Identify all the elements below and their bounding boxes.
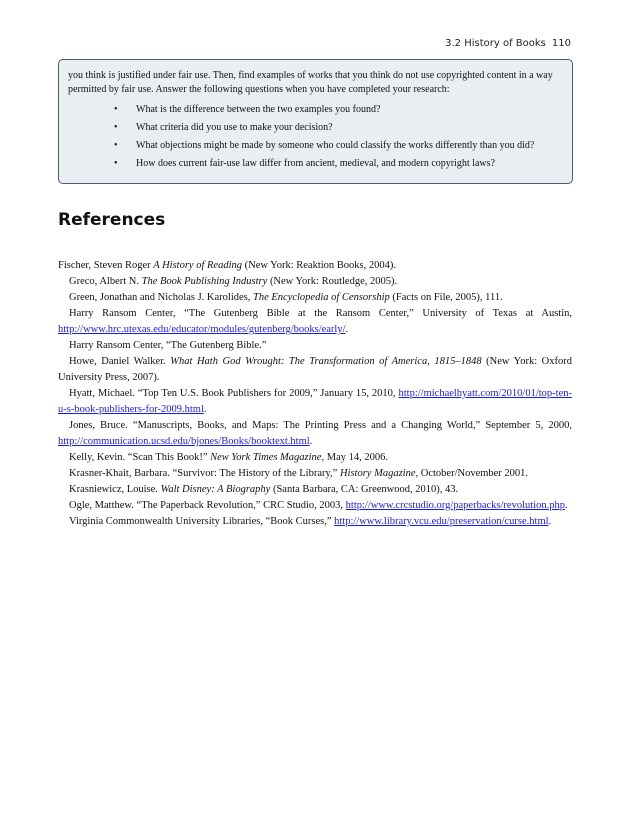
bullet-icon: •: [114, 122, 118, 133]
reference-text: Virginia Commonwealth University Libraries, “Book Curses,”: [69, 516, 335, 527]
reference-text: Howe, Daniel Walker.: [69, 356, 171, 367]
question-text: What is the difference between the two examples you found?: [136, 104, 381, 115]
reference-text: (Santa Barbara, CA: Greenwood, 2010), 43.: [270, 484, 459, 495]
reference-text: Krasner-Khait, Barbara. “Survivor: The History of the Library,”: [69, 468, 340, 479]
reference-title: New York Times Magazine: [210, 452, 322, 463]
exercise-box: [58, 59, 573, 184]
reference-entry: [58, 450, 572, 466]
reference-link[interactable]: http://communication.ucsd.edu/bjones/Books/booktext.html: [58, 436, 310, 447]
reference-text: .: [345, 324, 349, 335]
question-text: How does current fair-use law differ from ancient, medieval, and modern copyright laws?: [136, 158, 495, 169]
reference-entry: [58, 258, 572, 274]
question-item: [68, 139, 564, 153]
reference-text: (New York: Oxford University Press, 2007).: [58, 356, 572, 383]
reference-title: What Hath God Wrought: The Transformation of America, 1815–1848: [170, 356, 482, 367]
reference-text: Kelly, Kevin. “Scan This Book!”: [69, 452, 211, 463]
reference-text: Harry Ransom Center, “The Gutenberg Bible.”: [69, 340, 267, 351]
question-list: [68, 103, 564, 171]
reference-link[interactable]: http://www.library.vcu.edu/preservation/curse.html: [334, 516, 549, 527]
reference-title: Walt Disney: A Biography: [160, 484, 271, 495]
reference-entry: [58, 354, 572, 386]
reference-text: Greco, Albert N.: [69, 276, 142, 287]
section-title: 3.2 History of Books: [445, 38, 546, 49]
reference-link[interactable]: http://www.hrc.utexas.edu/educator/modules/gutenberg/books/early/: [58, 324, 346, 335]
running-head: [445, 38, 571, 49]
exercise-intro: you think is justified under fair use. Then, find examples of works that you think do not use copyrighted content in a way permitted by fair use. Answer the following questions when you have completed your research:: [68, 70, 553, 95]
reference-text: , October/November 2001.: [415, 468, 529, 479]
reference-text: (New York: Reaktion Books, 2004).: [242, 260, 396, 271]
reference-title: A History of Reading: [153, 260, 242, 271]
bullet-icon: •: [114, 104, 118, 115]
references-heading: References: [58, 210, 166, 230]
reference-text: , May 14, 2006.: [321, 452, 388, 463]
reference-text: Green, Jonathan and Nicholas J. Karolides,: [69, 292, 253, 303]
reference-entry: [58, 514, 572, 530]
reference-entry: [58, 306, 572, 338]
reference-title: The Book Publishing Industry: [141, 276, 268, 287]
reference-entry: [58, 386, 572, 418]
question-item: [68, 121, 564, 135]
reference-entry: [58, 498, 572, 514]
reference-link[interactable]: http://michaelhyatt.com/2010/01/top-ten-u-s-book-publishers-for-2009.html: [58, 388, 572, 415]
reference-text: .: [309, 436, 313, 447]
reference-entry: [58, 418, 572, 450]
references-list: [58, 258, 572, 530]
bullet-icon: •: [114, 158, 118, 169]
reference-link[interactable]: http://www.crcstudio.org/paperbacks/revolution.php: [345, 500, 565, 511]
reference-entry: [58, 482, 572, 498]
question-item: [68, 157, 564, 171]
reference-entry: [58, 274, 572, 290]
reference-text: Harry Ransom Center, “The Gutenberg Bible at the Ransom Center,” University of Texas at Austin,: [69, 308, 572, 319]
question-text: What objections might be made by someone who could classify the works differently than you did?: [136, 140, 535, 151]
reference-text: Krasniewicz, Louise.: [69, 484, 161, 495]
reference-title: History Magazine: [339, 468, 416, 479]
reference-text: Jones, Bruce. “Manuscripts, Books, and Maps: The Printing Press and a Changing World,” September 5, 2000,: [69, 420, 572, 431]
reference-text: .: [203, 404, 207, 415]
reference-text: (New York: Routledge, 2005).: [267, 276, 398, 287]
reference-entry: [58, 338, 572, 354]
question-item: [68, 103, 564, 117]
reference-title: The Encyclopedia of Censorship: [253, 292, 390, 303]
reference-text: (Facts on File, 2005), 111.: [389, 292, 503, 303]
page-number: 110: [551, 38, 571, 49]
question-text: What criteria did you use to make your decision?: [136, 122, 333, 133]
reference-entry: [58, 466, 572, 482]
reference-text: Ogle, Matthew. “The Paperback Revolution,” CRC Studio, 2003,: [69, 500, 346, 511]
bullet-icon: •: [114, 140, 118, 151]
reference-entry: [58, 290, 572, 306]
reference-text: .: [564, 500, 568, 511]
reference-text: Fischer, Steven Roger: [58, 260, 154, 271]
reference-text: Hyatt, Michael. “Top Ten U.S. Book Publishers for 2009,” January 15, 2010,: [69, 388, 399, 399]
reference-text: .: [548, 516, 552, 527]
